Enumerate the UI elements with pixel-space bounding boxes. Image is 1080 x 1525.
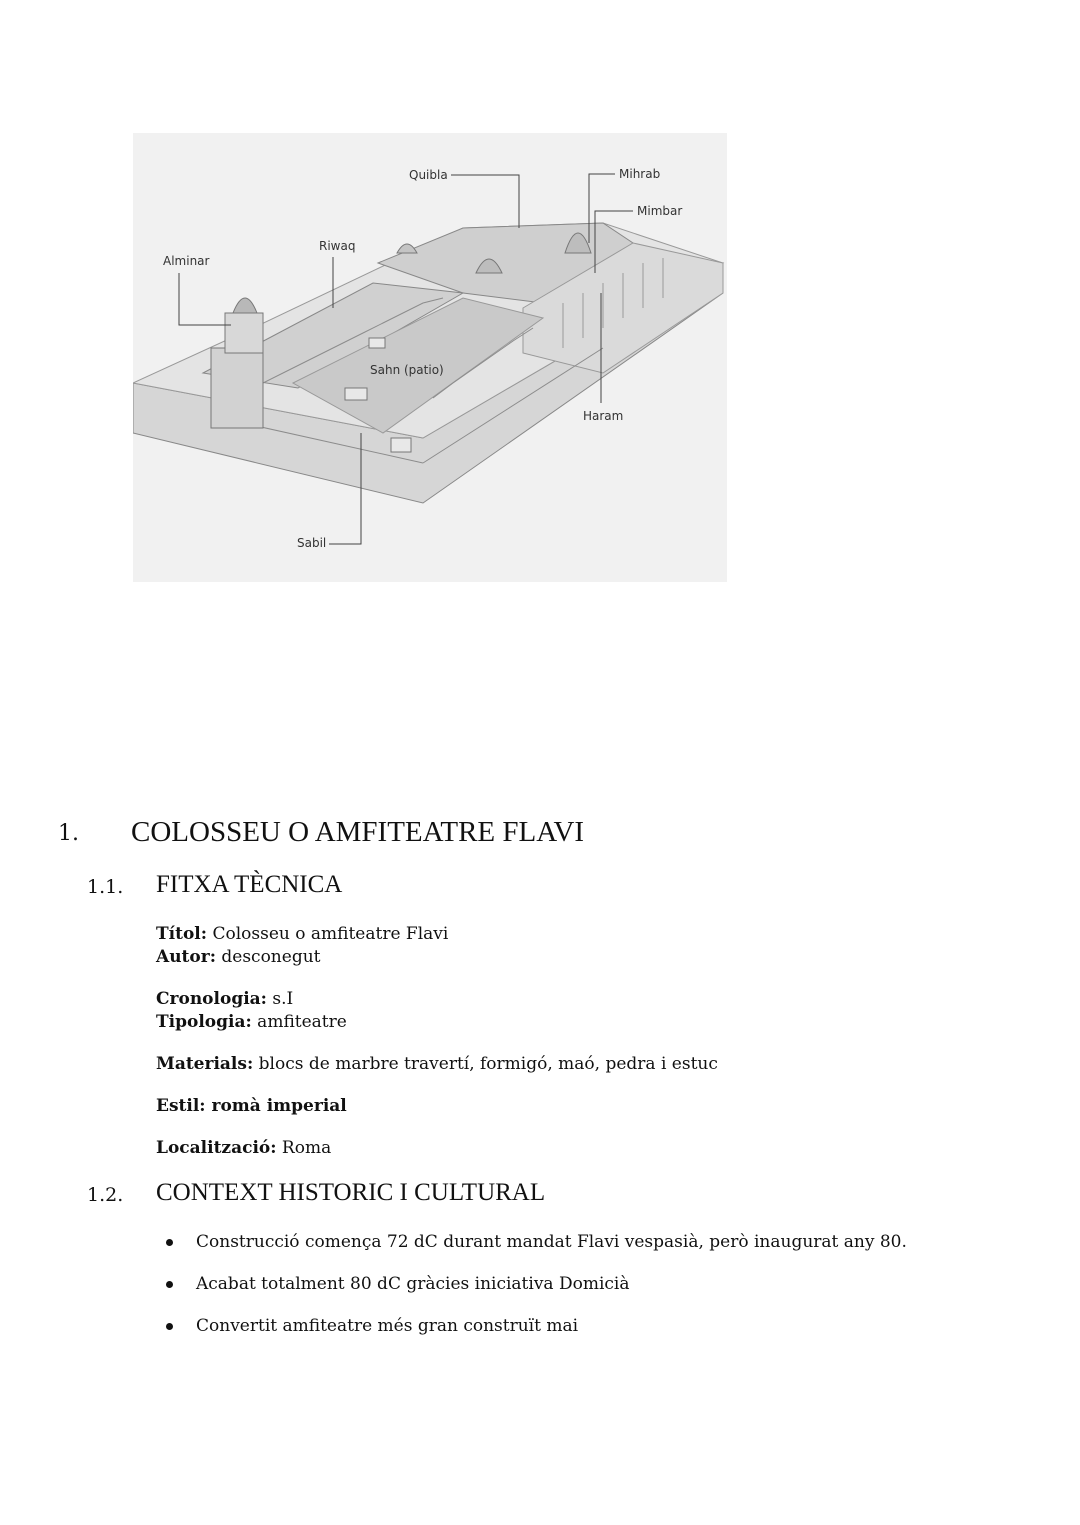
field-materials-label: Materials:	[156, 1054, 254, 1074]
section-1-heading	[0, 812, 1080, 856]
dome-small	[397, 244, 417, 253]
label-quibla: Quibla	[409, 168, 448, 182]
list-item-text: Convertit amfiteatre més gran construït mai	[196, 1316, 579, 1336]
minaret-dome	[233, 298, 257, 313]
field-tipologia	[156, 1011, 347, 1034]
field-autor-label: Autor:	[156, 947, 216, 967]
field-localitzacio	[156, 1137, 331, 1160]
section-1-title: COLOSSEU O AMFITEATRE FLAVI	[131, 816, 585, 848]
field-autor-value: desconegut	[215, 947, 321, 967]
field-titol-label: Títol:	[156, 924, 208, 944]
list-item	[156, 1230, 1036, 1272]
bullet-icon	[166, 1323, 173, 1330]
list-item-text: Construcció comença 72 dC durant mandat Flavi vespasià, però inaugurat any 80.	[196, 1232, 907, 1252]
field-cronologia	[156, 988, 293, 1011]
section-1-2-number: 1.2.	[87, 1184, 124, 1206]
list-item	[156, 1272, 1036, 1314]
list-item	[156, 1314, 1036, 1356]
minaret-base	[211, 348, 263, 428]
mosque-illustration	[133, 133, 727, 582]
field-estil	[156, 1095, 347, 1118]
label-sahn: Sahn (patio)	[370, 363, 444, 377]
bullet-icon	[166, 1239, 173, 1246]
label-mihrab: Mihrab	[619, 167, 661, 181]
section-1-2-heading	[0, 1178, 1080, 1212]
mosque-diagram	[133, 133, 727, 582]
label-haram: Haram	[583, 409, 624, 423]
section-1-1-title: FITXA TÈCNICA	[156, 871, 343, 898]
field-cronologia-label: Cronologia:	[156, 989, 267, 1009]
section-1-number: 1.	[58, 821, 79, 846]
label-riwaq: Riwaq	[319, 239, 356, 253]
field-materials	[156, 1053, 718, 1076]
bullet-icon	[166, 1281, 173, 1288]
section-1-1-number: 1.1.	[87, 876, 124, 898]
field-tipologia-label: Tipologia:	[156, 1012, 252, 1032]
field-materials-value: blocs de marbre travertí, formigó, maó, pedra i estuc	[253, 1054, 718, 1074]
field-estil-label: Estil:	[156, 1096, 206, 1116]
field-cronologia-value: s.I	[266, 989, 294, 1009]
basin-3	[391, 438, 411, 452]
section-1-1-heading	[0, 870, 1080, 904]
basin-2	[369, 338, 385, 348]
field-autor	[156, 946, 320, 969]
field-localitzacio-label: Localització:	[156, 1138, 277, 1158]
field-titol-value: Colosseu o amfiteatre Flavi	[207, 924, 449, 944]
context-bullet-list	[156, 1230, 1036, 1356]
section-1-2-title: CONTEXT HISTORIC I CULTURAL	[156, 1179, 546, 1206]
field-estil-value: romà imperial	[205, 1096, 347, 1116]
label-mimbar: Mimbar	[637, 204, 683, 218]
list-item-text: Acabat totalment 80 dC gràcies iniciativa Domicià	[196, 1274, 630, 1294]
basin-1	[345, 388, 367, 400]
field-tipologia-value: amfiteatre	[251, 1012, 347, 1032]
field-titol	[156, 923, 448, 946]
label-sabil: Sabil	[297, 536, 327, 550]
minaret-middle	[225, 313, 263, 353]
label-alminar: Alminar	[163, 254, 210, 268]
field-localitzacio-value: Roma	[276, 1138, 332, 1158]
